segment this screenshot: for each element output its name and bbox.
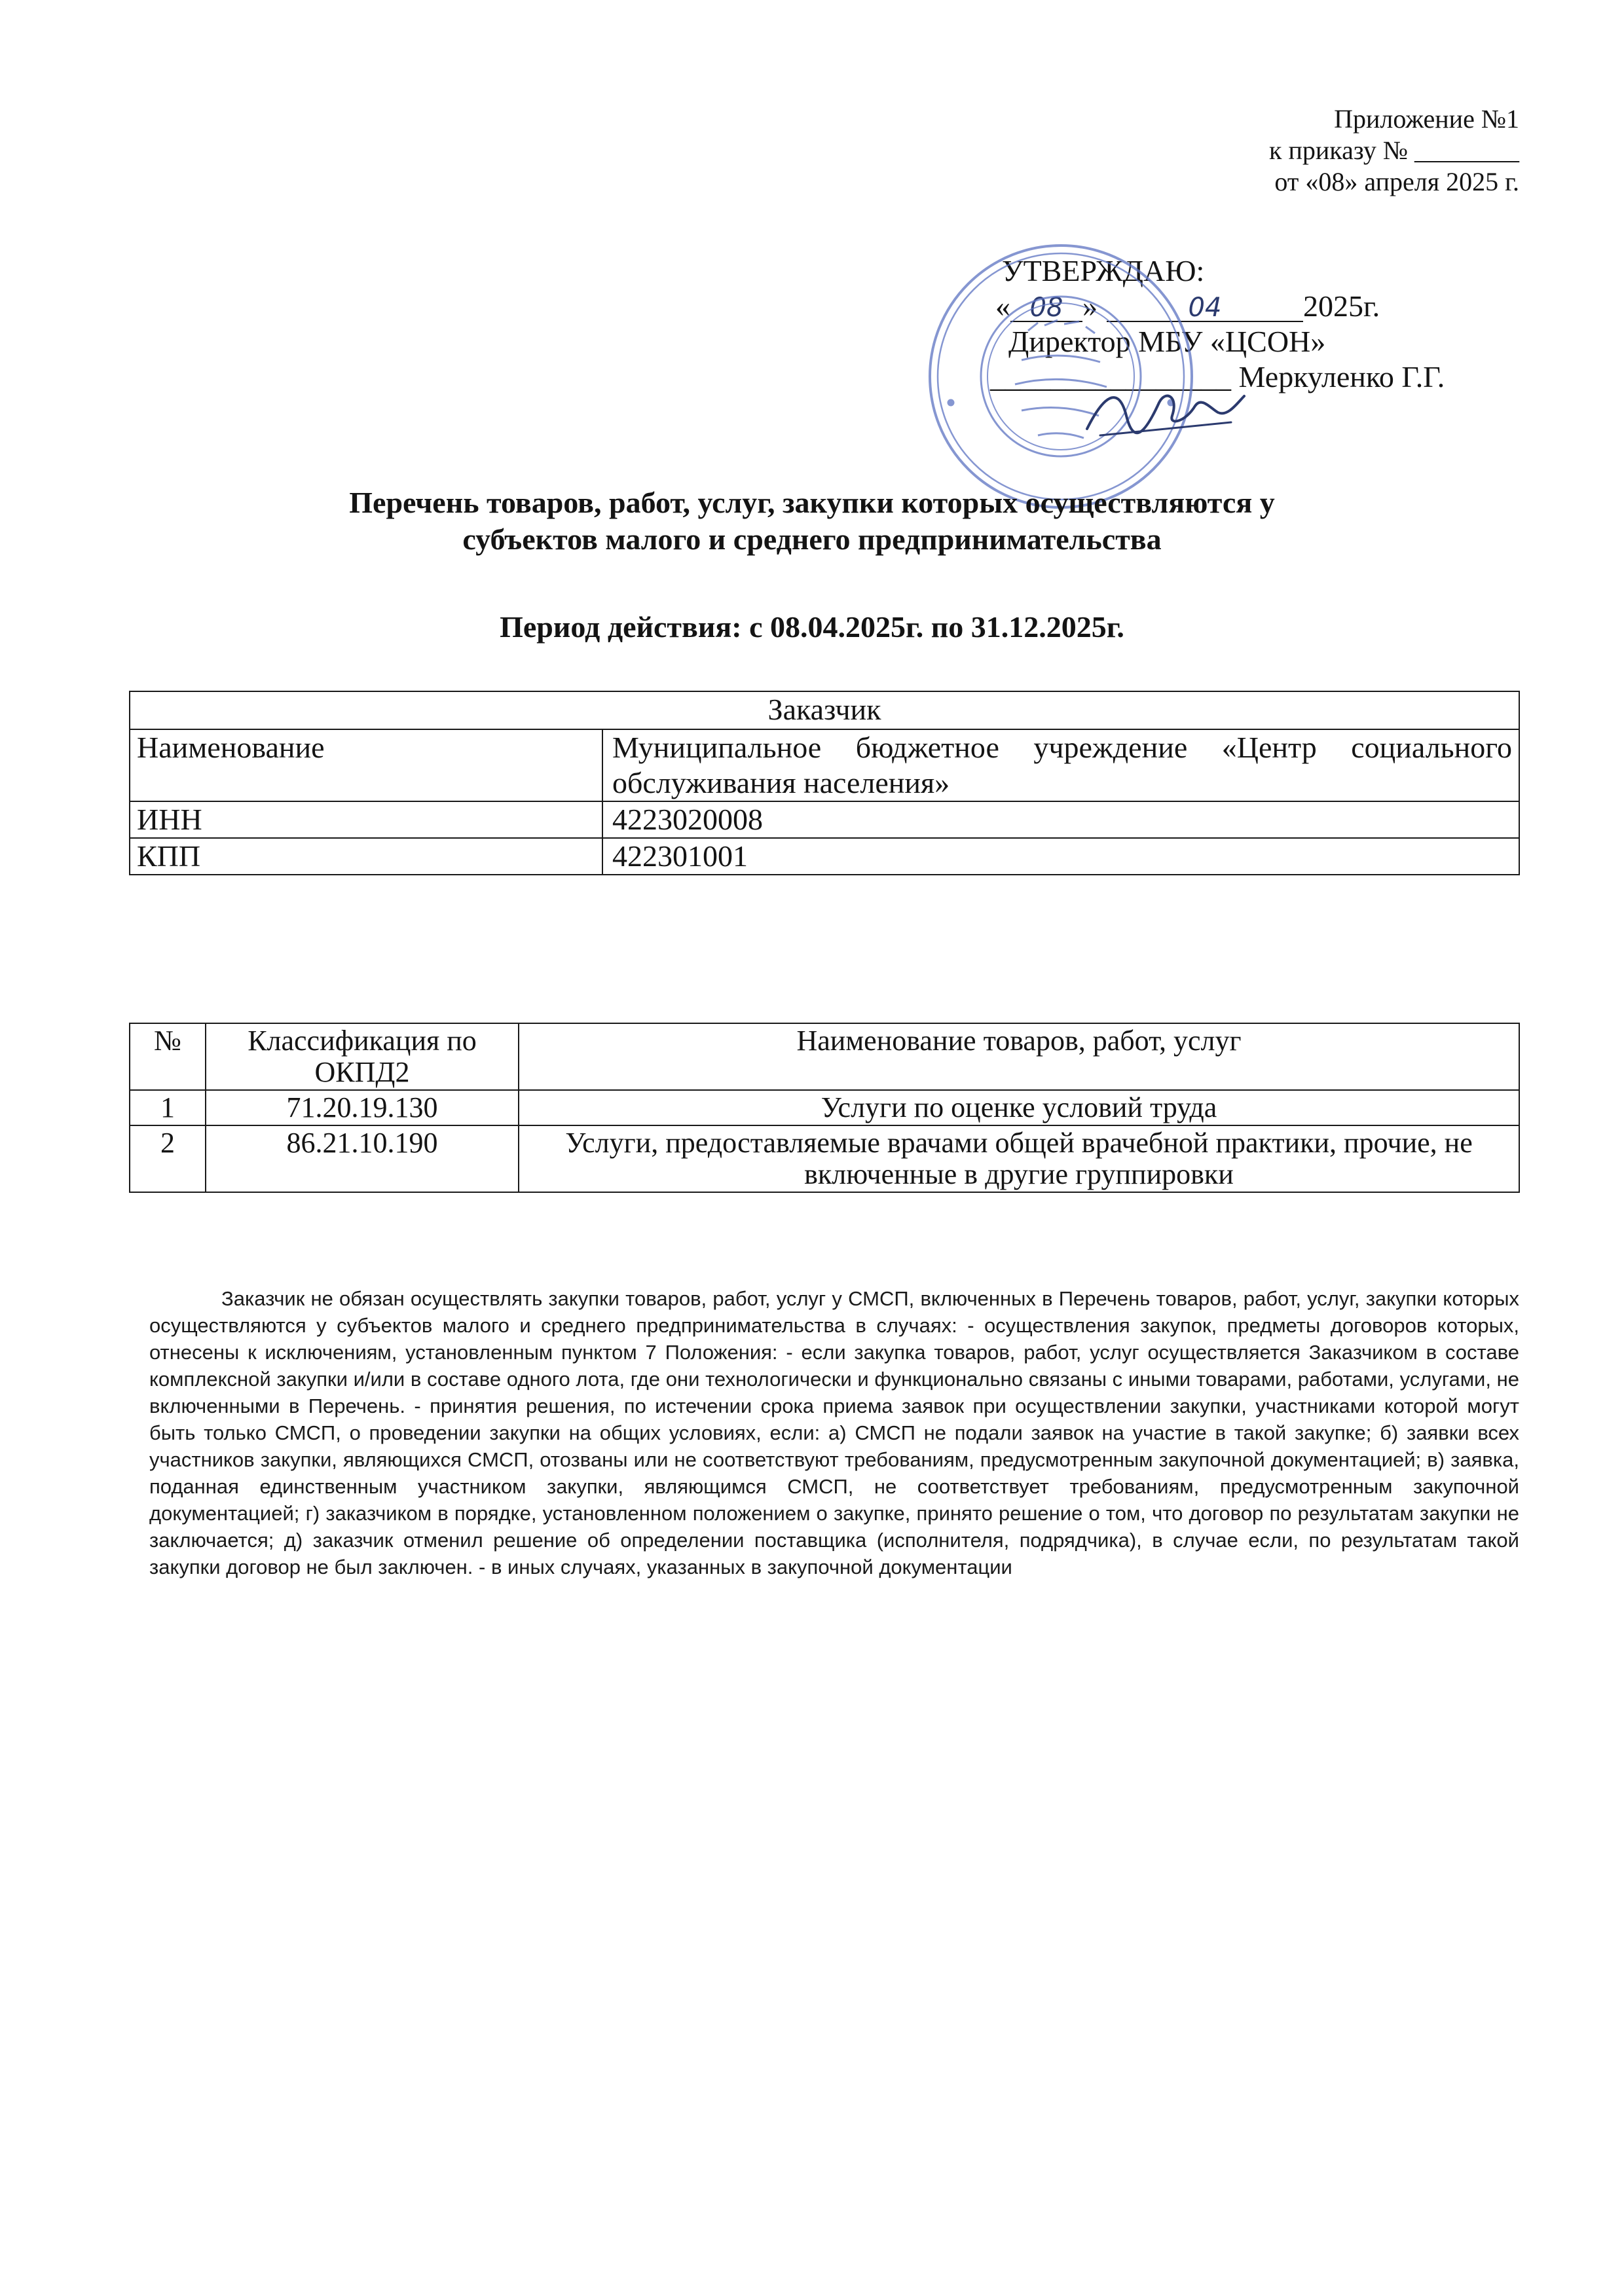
customer-table: [129, 691, 1520, 875]
customer-table-header-row: [130, 691, 1519, 729]
signature-underline: ________________: [990, 360, 1231, 393]
customer-name-label: Наименование: [130, 729, 602, 801]
goods-table: [129, 1023, 1520, 1193]
table-row: [130, 729, 1519, 801]
date-day-field: [1010, 293, 1082, 322]
approver-position: Директор МБУ «ЦСОН»: [1008, 325, 1326, 358]
appendix-order-ref: к приказу № ________: [1269, 136, 1519, 165]
customer-inn-value: 4223020008: [602, 801, 1519, 838]
date-day: 08: [1029, 293, 1063, 323]
table-row: [130, 1090, 1519, 1125]
date-month-field: [1107, 293, 1303, 322]
row-okpd2-code: 71.20.19.130: [206, 1090, 519, 1125]
approval-heading: УТВЕРЖДАЮ:: [1002, 254, 1205, 287]
handwritten-signature-icon: [1080, 376, 1251, 448]
col-header-okpd2: Классификация по ОКПД2: [206, 1023, 519, 1090]
table-row: [130, 801, 1519, 838]
appendix-reference: [1113, 103, 1519, 198]
table-row: [130, 838, 1519, 875]
customer-name-value: Муниципальное бюджетное учреждение «Центр социального обслуживания населения»: [602, 729, 1519, 801]
approver-signature-line: [989, 359, 1526, 395]
appendix-number: Приложение №1: [1334, 104, 1519, 134]
row-number: 1: [130, 1090, 206, 1125]
date-year: 2025г.: [1303, 289, 1380, 323]
title-line-1: Перечень товаров, работ, услуг, закупки которых осуществляются у: [349, 486, 1275, 519]
row-item-name: Услуги, предоставляемые врачами общей врачебной практики, прочие, не включенные в другие группировки: [519, 1125, 1519, 1192]
date-close-quote: »: [1082, 289, 1098, 323]
approver-name: Меркуленко Г.Г.: [1238, 360, 1445, 393]
customer-kpp-label: КПП: [130, 838, 602, 875]
col-header-name: Наименование товаров, работ, услуг: [519, 1023, 1519, 1090]
title-line-2: субъектов малого и среднего предпринимательства: [462, 522, 1162, 556]
date-open-quote: «: [995, 289, 1010, 323]
goods-table-header-row: [130, 1023, 1519, 1090]
customer-table-header: Заказчик: [130, 691, 1519, 729]
approval-block: [989, 253, 1526, 395]
validity-period: Период действия: с 08.04.2025г. по 31.12.2025г.: [500, 610, 1124, 644]
appendix-order-date: от «08» апреля 2025 г.: [1274, 167, 1519, 196]
row-okpd2-code: 86.21.10.190: [206, 1125, 519, 1192]
approval-date: [989, 289, 1526, 324]
date-month: 04: [1188, 293, 1222, 323]
exceptions-note: Заказчик не обязан осуществлять закупки товаров, работ, услуг у СМСП, включенных в Перечень товаров, работ, услуг, закупки которых осуществляются у субъектов малого и среднего предпринимательства в случаях: - осуществления закупок, предметы договоров которых, отнесены к исключениям, установленным пунктом 7 Положения: - если закупка товаров, работ, услуг осуществляется Заказчиком в составе комплексной закупки и/или в составе одного лота, где они технологически и функционально связаны с иными товарами, работами, услугами, не включенными в Перечень. - принятия решения, по истечении срока приема заявок при осуществлении закупки, участниками которой могут быть только СМСП, о проведении закупки на общих условиях, если: а) СМСП не подали заявок на участие в такой закупке; б) заявки всех участников закупки, являющихся СМСП, отозваны или не соответствуют требованиям, предусмотренным закупочной документацией; в) заявка, поданная единственным участником закупки, являющимся СМСП, не соответствует требованиям, предусмотренным закупочной документацией; г) заказчиком в порядке, установленном положением о закупке, принято решение о том, что договор по результатам закупки не заключается; д) заказчик отменил решение об определении поставщика (исполнителя, подрядчика), в случае если, по результатам такой закупки договор не был заключен. - в иных случаях, указанных в закупочной документации: [149, 1287, 1519, 1578]
col-header-number: №: [130, 1023, 206, 1090]
table-row: [130, 1125, 1519, 1192]
document-title: [131, 484, 1493, 558]
customer-inn-label: ИНН: [130, 801, 602, 838]
customer-kpp-value: 422301001: [602, 838, 1519, 875]
row-item-name: Услуги по оценке условий труда: [519, 1090, 1519, 1125]
row-number: 2: [130, 1125, 206, 1192]
